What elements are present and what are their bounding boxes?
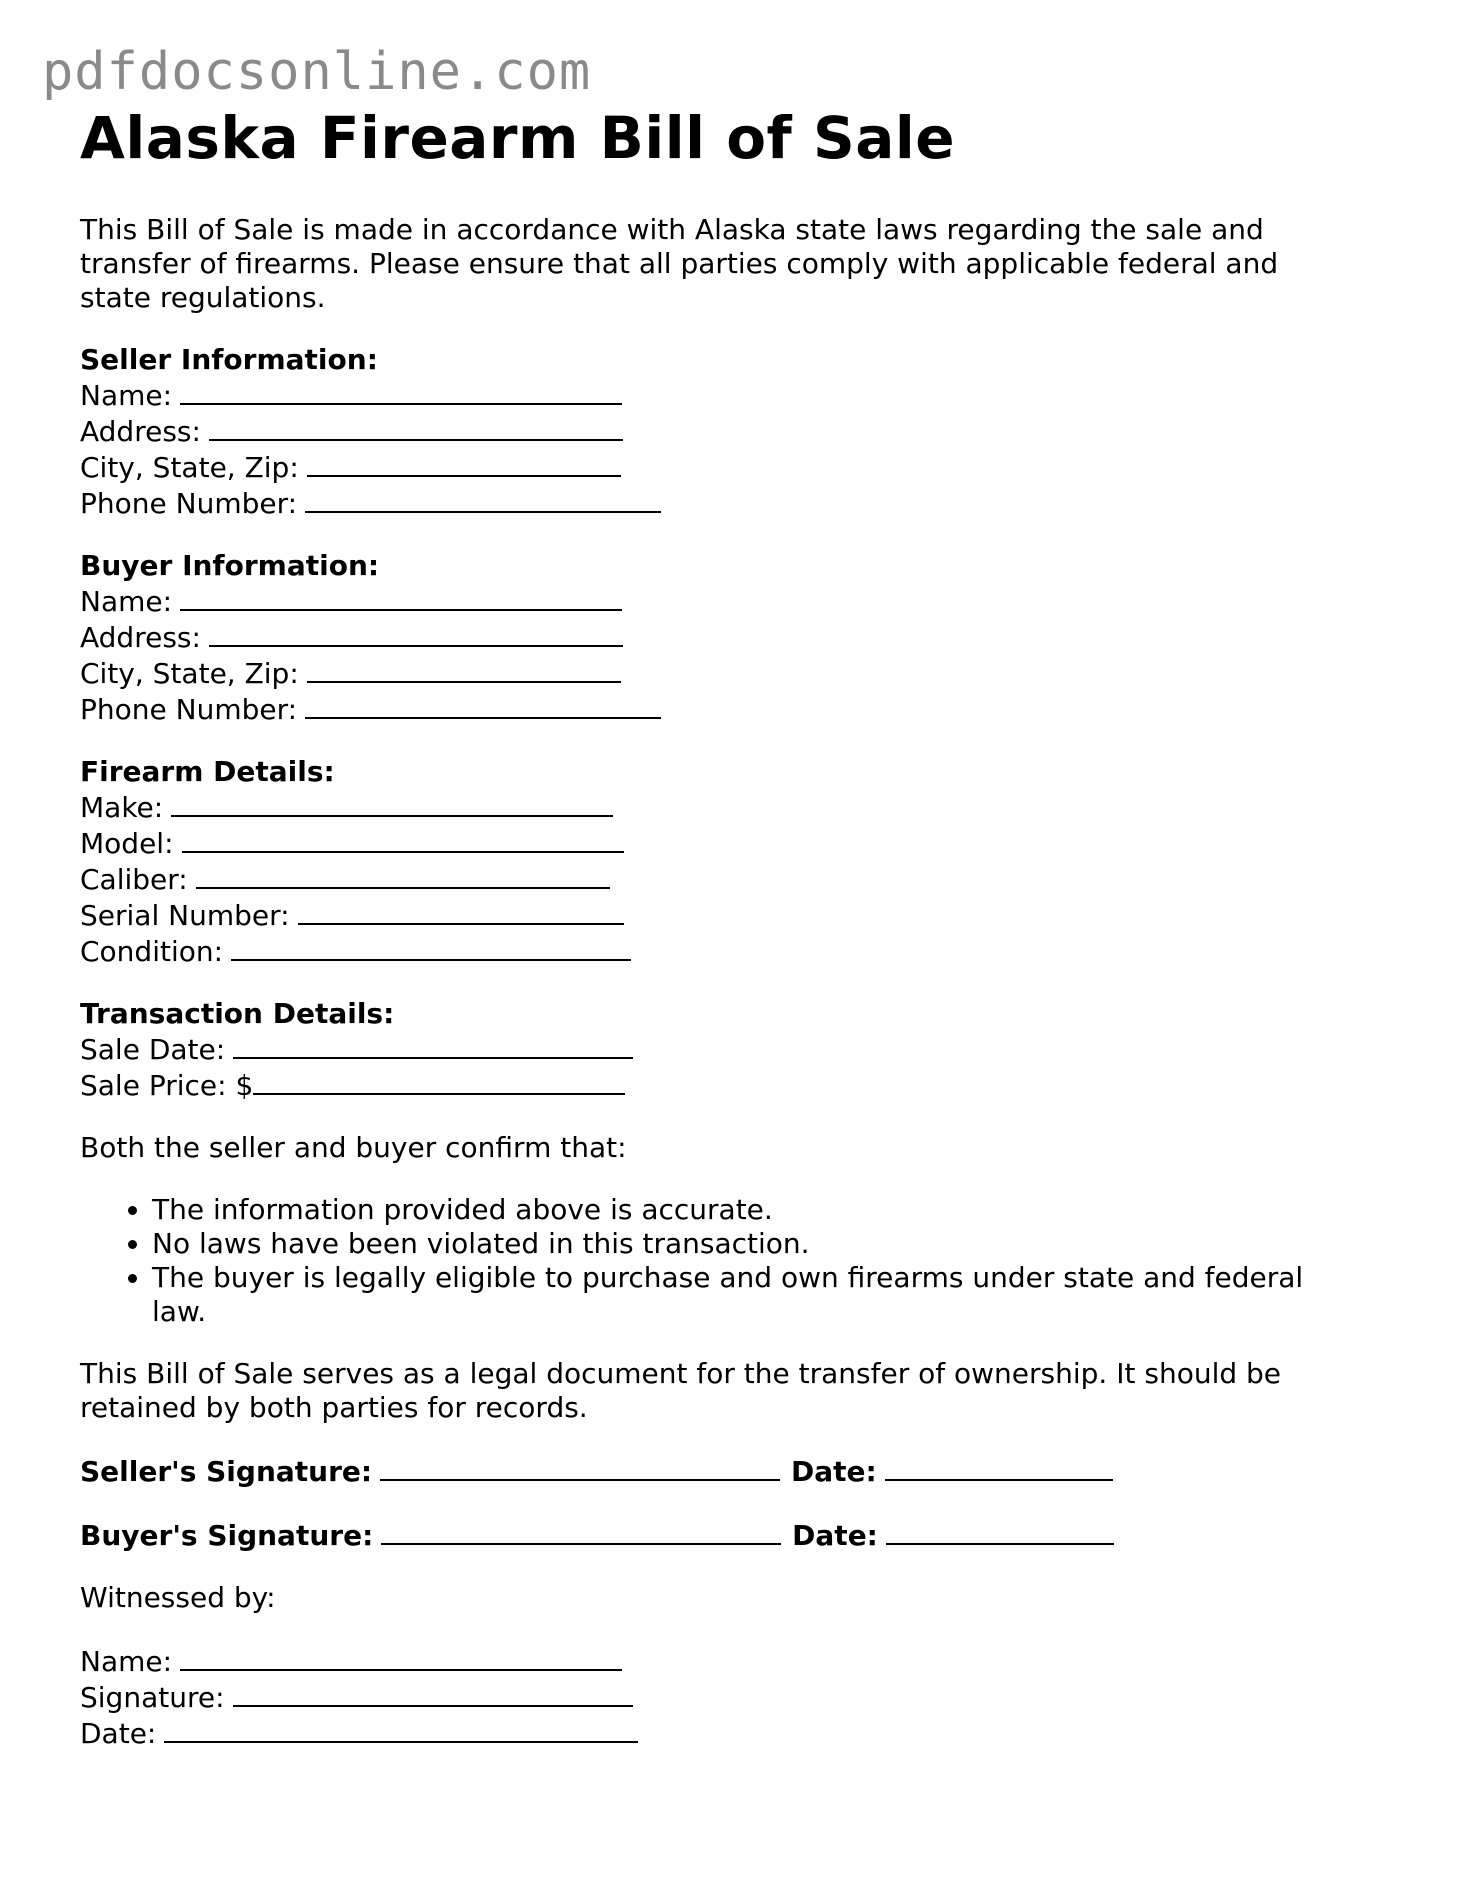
seller-city-field[interactable] xyxy=(307,449,621,477)
seller-name-label: Name: xyxy=(80,379,173,412)
firearm-serial-label: Serial Number: xyxy=(80,899,290,932)
sale-date-label: Sale Date: xyxy=(80,1033,226,1066)
firearm-make-field[interactable] xyxy=(171,789,613,817)
closing-paragraph: This Bill of Sale serves as a legal document for the transfer of ownership. It should be retained by both parties for records. xyxy=(80,1357,1282,1424)
firearm-condition-label: Condition: xyxy=(80,935,224,968)
seller-signature-row xyxy=(80,1453,1380,1489)
buyer-date-field[interactable] xyxy=(886,1517,1114,1545)
buyer-date-label: Date: xyxy=(792,1519,878,1552)
buyer-heading: Buyer Information: xyxy=(80,549,380,582)
list-item: • The information provided above is accurate. xyxy=(152,1193,1322,1227)
seller-date-field[interactable] xyxy=(885,1453,1113,1481)
firearm-model-row xyxy=(80,825,1380,861)
buyer-phone-label: Phone Number: xyxy=(80,693,298,726)
sale-date-row xyxy=(80,1031,1380,1067)
confirmation-list xyxy=(80,1193,1380,1329)
sale-price-label: Sale Price: $ xyxy=(80,1069,254,1102)
buyer-signature-label: Buyer's Signature: xyxy=(80,1519,374,1552)
seller-address-field[interactable] xyxy=(209,413,623,441)
seller-phone-label: Phone Number: xyxy=(80,487,298,520)
buyer-signature-field[interactable] xyxy=(381,1517,781,1545)
seller-city-label: City, State, Zip: xyxy=(80,451,299,484)
buyer-address-row xyxy=(80,619,1380,655)
seller-phone-field[interactable] xyxy=(305,485,661,513)
seller-date-label: Date: xyxy=(791,1455,877,1488)
seller-name-row xyxy=(80,377,1380,413)
witness-date-label: Date: xyxy=(80,1717,157,1750)
seller-address-row xyxy=(80,413,1380,449)
witness-section xyxy=(80,1643,1380,1751)
firearm-serial-field[interactable] xyxy=(298,897,624,925)
firearm-make-row xyxy=(80,789,1380,825)
buyer-address-label: Address: xyxy=(80,621,201,654)
buyer-signature-row xyxy=(80,1517,1380,1553)
seller-name-field[interactable] xyxy=(180,377,622,405)
transaction-heading: Transaction Details: xyxy=(80,997,395,1030)
witness-date-row xyxy=(80,1715,1380,1751)
buyer-name-label: Name: xyxy=(80,585,173,618)
document xyxy=(80,104,1380,1751)
witness-signature-row xyxy=(80,1679,1380,1715)
confirm-intro: Both the seller and buyer confirm that: xyxy=(80,1131,627,1164)
firearm-model-field[interactable] xyxy=(182,825,624,853)
seller-phone-row xyxy=(80,485,1380,521)
witness-name-label: Name: xyxy=(80,1645,173,1678)
buyer-section xyxy=(80,549,1380,727)
sale-price-row xyxy=(80,1067,1380,1103)
firearm-serial-row xyxy=(80,897,1380,933)
transaction-section xyxy=(80,997,1380,1103)
firearm-condition-row xyxy=(80,933,1380,969)
watermark: pdfdocsonline.com xyxy=(42,42,592,102)
seller-section xyxy=(80,343,1380,521)
witness-name-field[interactable] xyxy=(180,1643,622,1671)
buyer-city-label: City, State, Zip: xyxy=(80,657,299,690)
buyer-address-field[interactable] xyxy=(209,619,623,647)
firearm-caliber-label: Caliber: xyxy=(80,863,188,896)
firearm-model-label: Model: xyxy=(80,827,174,860)
witness-signature-label: Signature: xyxy=(80,1681,225,1714)
witness-date-field[interactable] xyxy=(164,1715,638,1743)
seller-signature-field[interactable] xyxy=(380,1453,780,1481)
firearm-caliber-field[interactable] xyxy=(196,861,610,889)
buyer-city-field[interactable] xyxy=(307,655,621,683)
firearm-caliber-row xyxy=(80,861,1380,897)
page-title: Alaska Firearm Bill of Sale xyxy=(80,104,956,172)
firearm-make-label: Make: xyxy=(80,791,164,824)
witness-name-row xyxy=(80,1643,1380,1679)
intro-paragraph: This Bill of Sale is made in accordance with Alaska state laws regarding the sale and transfer of firearms. Please ensure that all parties comply with applicable federal and state regulations. xyxy=(80,213,1279,314)
sale-date-field[interactable] xyxy=(233,1031,633,1059)
seller-heading: Seller Information: xyxy=(80,343,378,376)
buyer-phone-row xyxy=(80,691,1380,727)
witness-intro: Witnessed by: xyxy=(80,1581,276,1614)
list-item: • No laws have been violated in this transaction. xyxy=(152,1227,1322,1261)
buyer-name-field[interactable] xyxy=(180,583,622,611)
seller-city-row xyxy=(80,449,1380,485)
seller-address-label: Address: xyxy=(80,415,201,448)
firearm-section xyxy=(80,755,1380,969)
buyer-phone-field[interactable] xyxy=(305,691,661,719)
sale-price-field[interactable] xyxy=(253,1067,625,1095)
buyer-city-row xyxy=(80,655,1380,691)
seller-signature-label: Seller's Signature: xyxy=(80,1455,373,1488)
buyer-name-row xyxy=(80,583,1380,619)
list-item: • The buyer is legally eligible to purchase and own firearms under state and federal law. xyxy=(152,1261,1322,1329)
firearm-condition-field[interactable] xyxy=(231,933,631,961)
witness-signature-field[interactable] xyxy=(233,1679,633,1707)
firearm-heading: Firearm Details: xyxy=(80,755,335,788)
